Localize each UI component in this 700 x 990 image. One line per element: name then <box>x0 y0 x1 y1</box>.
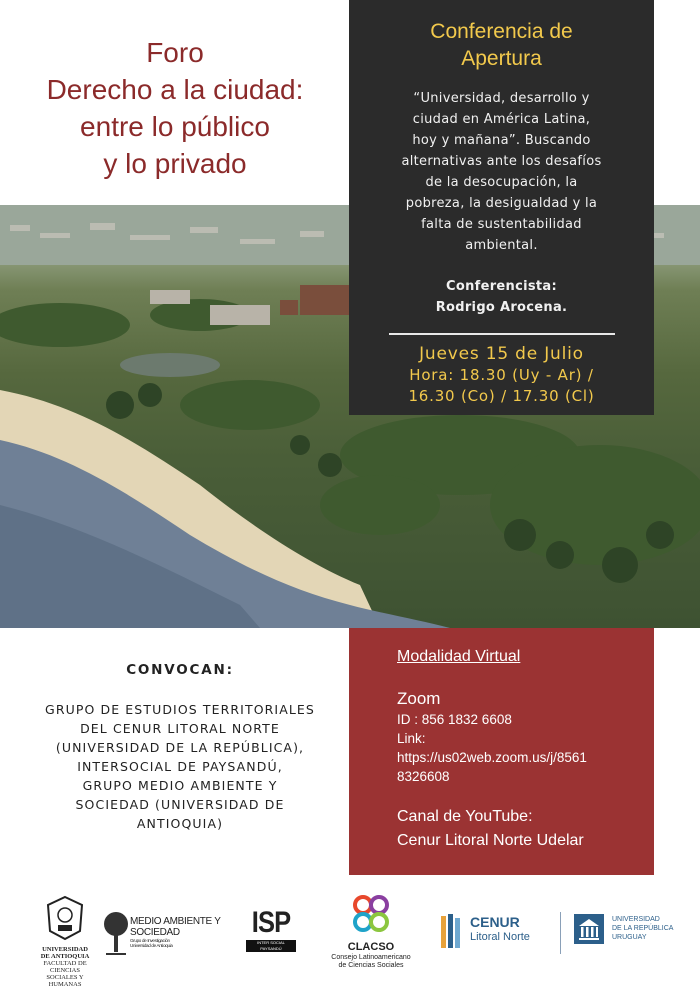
youtube-label: Canal de YouTube: <box>397 808 533 825</box>
speaker-block <box>349 276 654 318</box>
isp-mark: ISP <box>251 906 291 939</box>
description-line: alternativas ante los desafíos <box>401 154 602 169</box>
mays-text <box>130 916 230 948</box>
udelar-line: DE LA REPÚBLICA <box>612 925 674 932</box>
description-line: pobreza, la desigualdad y la <box>405 196 598 211</box>
udelar-line: URUGUAY <box>612 934 647 941</box>
event-date: Jueves 15 de Julio <box>419 344 584 364</box>
clacso-sub: Consejo Latinoamericano <box>331 954 411 961</box>
mays-line: SOCIEDAD <box>130 927 180 938</box>
forum-title <box>0 34 350 182</box>
time-line: 16.30 (Co) / 17.30 (Cl) <box>408 387 595 405</box>
cenur-mark-icon <box>440 912 462 950</box>
opening-conference-box <box>349 0 654 415</box>
udelar-text <box>612 915 673 942</box>
description-line: hoy y mañana”. Buscando <box>412 133 591 148</box>
organizer-line: DEL CENUR LITORAL NORTE <box>80 721 280 736</box>
modality-heading: Modalidad Virtual <box>397 648 521 665</box>
partner-logos <box>0 890 700 988</box>
organizer-line: SOCIEDAD (UNIVERSIDAD DE <box>75 797 285 812</box>
udea-line: DE ANTIOQUIA <box>40 953 90 960</box>
cenur-name: CENUR <box>470 914 520 930</box>
organizer-line: GRUPO MEDIO AMBIENTE Y <box>82 778 278 793</box>
description-line: “Universidad, desarrollo y <box>413 91 590 106</box>
virtual-modality-box <box>349 628 654 875</box>
clacso-logo <box>316 894 426 970</box>
description-line: ciudad en América Latina, <box>412 112 591 127</box>
zoom-meeting-id: ID : 856 1832 6608 <box>397 712 512 727</box>
zoom-link[interactable] <box>397 748 654 786</box>
zoom-link-line[interactable]: https://us02web.zoom.us/j/8561 <box>397 750 587 765</box>
time-line: Hora: 18.30 (Uy - Ar) / <box>409 366 594 384</box>
speaker-name: Rodrigo Arocena. <box>435 300 568 315</box>
description-line: de la desocupación, la <box>425 175 578 190</box>
organizer-line: INTERSOCIAL DE PAYSANDÚ, <box>77 759 283 774</box>
heading-line: Conferencia de <box>430 20 573 43</box>
title-line: Derecho a la ciudad: <box>46 74 304 105</box>
conference-heading <box>349 18 654 72</box>
udea-text <box>30 946 100 988</box>
isp-caption: INTER SOCIAL PAYSANDÚ <box>246 940 296 952</box>
description-line: ambiental. <box>465 238 538 253</box>
clacso-knot-icon <box>349 894 393 936</box>
udea-logo <box>30 895 100 988</box>
organizer-line: (UNIVERSIDAD DE LA REPÚBLICA), <box>55 740 305 755</box>
conference-description <box>379 88 624 256</box>
title-line: y lo privado <box>103 148 247 179</box>
zoom-label: Zoom <box>397 689 441 708</box>
udea-line: UNIVERSIDAD <box>42 946 88 953</box>
udea-line: FACULTAD DE CIENCIAS <box>43 960 87 974</box>
organizers-list <box>20 700 340 833</box>
zoom-link-line[interactable]: 8326608 <box>397 769 450 784</box>
cenur-sub: Litoral Norte <box>470 931 530 943</box>
clacso-sub: de Ciencias Sociales <box>338 962 404 969</box>
speaker-label: Conferencista: <box>446 279 557 294</box>
mays-line: MEDIO AMBIENTE Y <box>130 916 221 927</box>
heading-line: Apertura <box>461 47 542 70</box>
mays-line: Universidad de Antioquia <box>130 943 173 948</box>
udea-crest-icon <box>30 895 100 941</box>
organizer-line: GRUPO DE ESTUDIOS TERRITORIALES <box>45 702 315 717</box>
organizers-section <box>20 662 340 833</box>
mays-line: Grupo de Investigación <box>130 938 170 943</box>
logo-divider <box>560 912 561 954</box>
youtube-channel[interactable]: Cenur Litoral Norte Udelar <box>397 832 584 849</box>
clacso-name: CLACSO <box>347 941 395 953</box>
divider <box>389 333 615 335</box>
title-line: entre lo público <box>80 111 270 142</box>
title-line: Foro <box>146 37 204 68</box>
organizers-heading: CONVOCAN: <box>126 662 234 678</box>
udelar-building-icon <box>574 914 604 944</box>
description-line: falta de sustentabilidad <box>421 217 582 232</box>
udea-line: SOCIALES Y HUMANAS <box>46 974 84 988</box>
organizer-line: ANTIOQUIA) <box>136 816 224 831</box>
tree-icon <box>102 910 130 958</box>
isp-logo <box>246 908 296 952</box>
event-time <box>349 365 654 407</box>
link-label: Link: <box>397 731 426 746</box>
udelar-line: UNIVERSIDAD <box>612 916 660 923</box>
